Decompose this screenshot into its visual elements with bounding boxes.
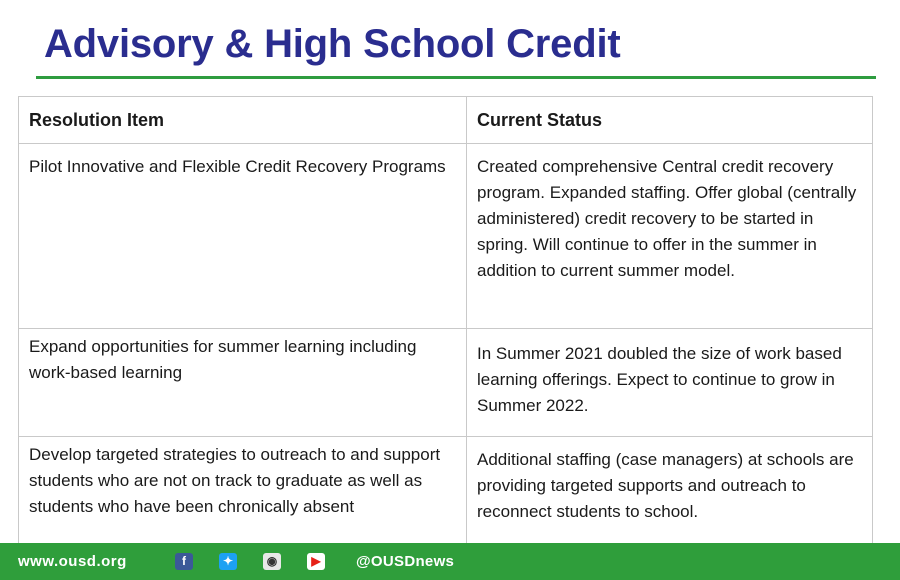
youtube-icon[interactable]: ▶ — [307, 553, 325, 570]
footer-bar — [0, 543, 900, 580]
social-handle[interactable]: @OUSDnews — [356, 553, 455, 570]
header-current-status: Current Status — [467, 97, 873, 144]
current-status-cell: In Summer 2021 doubled the size of work based learning offerings. Expect to continue to grow in Summer 2022. — [467, 329, 873, 437]
twitter-icon[interactable]: ✦ — [219, 553, 237, 570]
header-resolution-item: Resolution Item — [19, 97, 467, 144]
current-status-cell: Additional staffing (case managers) at schools are providing targeted supports and outreach to reconnect students to school. — [467, 437, 873, 570]
resolution-item-cell: Expand opportunities for summer learning including work-based learning — [19, 329, 467, 437]
website-link[interactable]: www.ousd.org — [18, 553, 127, 570]
resolution-item-cell: Pilot Innovative and Flexible Credit Recovery Programs — [19, 144, 467, 329]
table-header-row — [19, 97, 873, 144]
resolution-item-cell: Develop targeted strategies to outreach to and support students who are not on track to graduate as well as students who have been chronically absent — [19, 437, 467, 570]
slide-title: Advisory & High School Credit — [44, 22, 621, 66]
title-underline — [36, 76, 876, 79]
facebook-icon[interactable]: f — [175, 553, 193, 570]
table-row — [19, 329, 873, 437]
resolution-table — [18, 96, 873, 570]
instagram-icon[interactable]: ◉ — [263, 553, 281, 570]
current-status-cell: Created comprehensive Central credit recovery program. Expanded staffing. Offer global (centrally administered) credit recovery to be started in spring. Will continue to offer in the summer in addition to current summer model. — [467, 144, 873, 329]
table-row — [19, 144, 873, 329]
